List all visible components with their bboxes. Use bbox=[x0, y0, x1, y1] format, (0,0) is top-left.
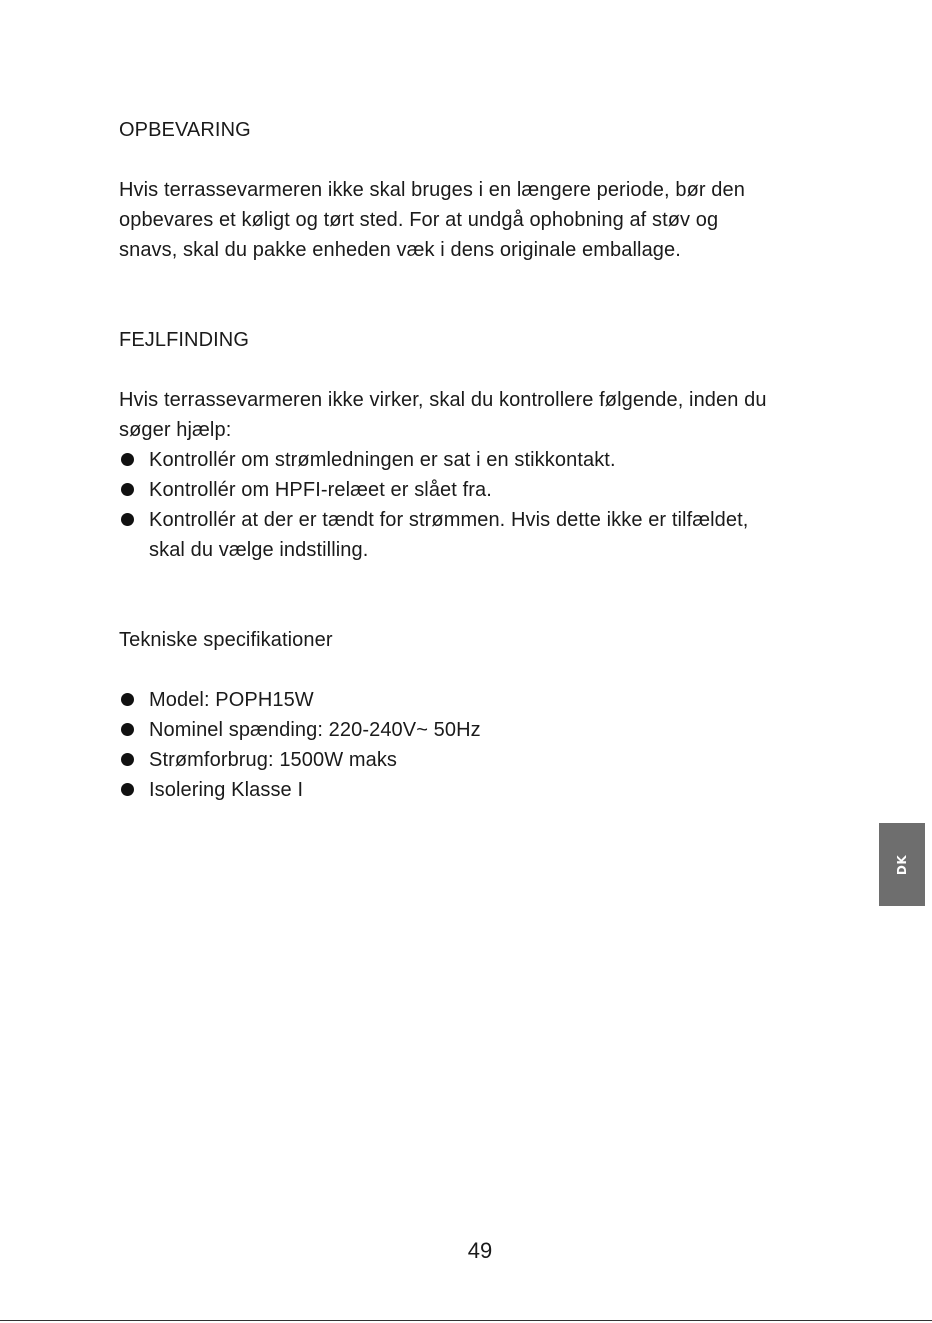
storage-paragraph-line: snavs, skal du pakke enheden væk i dens originale emballage. bbox=[119, 239, 681, 261]
troubleshooting-heading: FEJLFINDING bbox=[119, 329, 249, 351]
bullet-icon bbox=[121, 483, 134, 496]
bullet-icon bbox=[121, 693, 134, 706]
specification-item: Nominel spænding: 220-240V~ 50Hz bbox=[149, 719, 481, 741]
language-tab bbox=[879, 823, 925, 906]
bullet-icon bbox=[121, 723, 134, 736]
specifications-heading: Tekniske specifikationer bbox=[119, 629, 333, 651]
bullet-icon bbox=[121, 753, 134, 766]
troubleshooting-intro-line: søger hjælp: bbox=[119, 419, 232, 441]
troubleshooting-check-item: Kontrollér om HPFI-relæet er slået fra. bbox=[149, 479, 492, 501]
language-tab-label: DK bbox=[895, 854, 909, 875]
troubleshooting-check-item: Kontrollér om strømledningen er sat i en stikkontakt. bbox=[149, 449, 616, 471]
troubleshooting-intro-line: Hvis terrassevarmeren ikke virker, skal du kontrollere følgende, inden du bbox=[119, 389, 767, 411]
page-number: 49 bbox=[467, 1238, 493, 1263]
bullet-icon bbox=[121, 453, 134, 466]
specification-item: Model: POPH15W bbox=[149, 689, 314, 711]
bottom-divider bbox=[0, 1320, 932, 1321]
specification-item: Strømforbrug: 1500W maks bbox=[149, 749, 398, 771]
storage-paragraph-line: opbevares et køligt og tørt sted. For at undgå ophobning af støv og bbox=[119, 209, 719, 231]
troubleshooting-check-item: Kontrollér at der er tændt for strømmen. Hvis dette ikke er tilfældet, bbox=[149, 509, 749, 531]
storage-paragraph-line: Hvis terrassevarmeren ikke skal bruges i en længere periode, bør den bbox=[119, 179, 745, 201]
bullet-icon bbox=[121, 783, 134, 796]
troubleshooting-check-continuation: skal du vælge indstilling. bbox=[149, 539, 369, 561]
bullet-icon bbox=[121, 513, 134, 526]
specification-item: Isolering Klasse I bbox=[149, 779, 304, 801]
storage-heading: OPBEVARING bbox=[119, 119, 251, 141]
